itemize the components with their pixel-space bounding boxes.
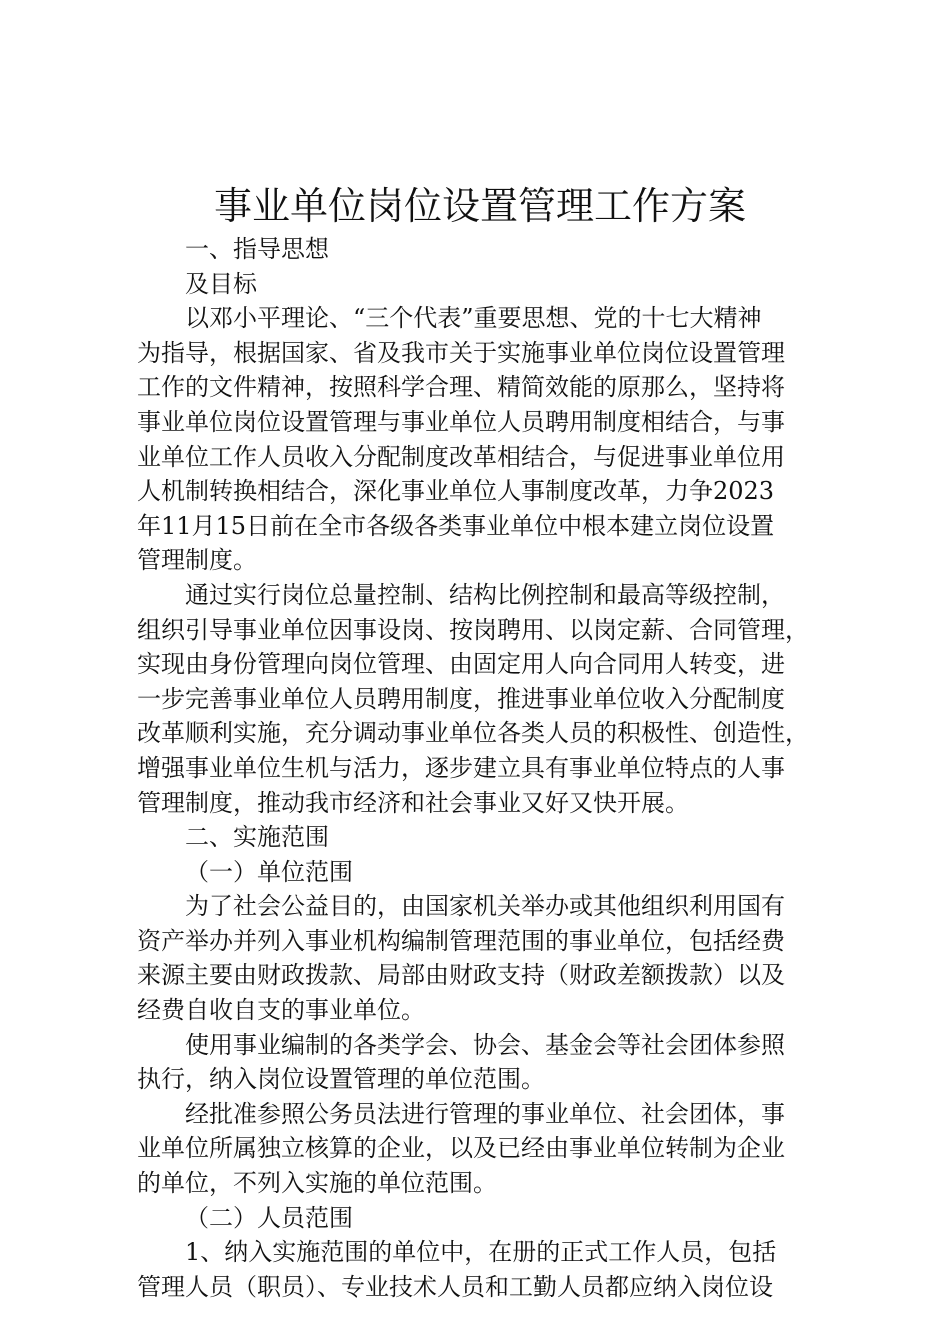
text-line: 组织引导事业单位因事设岗、按岗聘用、以岗定薪、合同管理， bbox=[137, 615, 809, 644]
text-line: 一、指导思想 bbox=[185, 235, 329, 263]
text-line: 业单位工作人员收入分配制度改革相结合，与促进事业单位用 bbox=[137, 442, 785, 471]
text-line: 1、纳入实施范围的单位中，在册的正式工作人员，包括 bbox=[185, 1238, 777, 1267]
text-line: 资产举办并列入事业机构编制管理范围的事业单位，包括经费 bbox=[137, 926, 785, 955]
text-line: 业单位所属独立核算的企业，以及已经由事业单位转制为企业 bbox=[137, 1134, 785, 1163]
text-line: 增强事业单位生机与活力，逐步建立具有事业单位特点的人事 bbox=[137, 753, 785, 782]
text-line: 管理制度，推动我市经济和社会事业又好又快开展。 bbox=[137, 788, 689, 817]
text-line: 人机制转换相结合，深化事业单位人事制度改革，力争2023 bbox=[137, 477, 775, 506]
document-body bbox=[137, 232, 827, 1304]
text-line: 实现由身份管理向岗位管理、由固定用人向合同用人转变，进 bbox=[137, 650, 785, 679]
text-line: 执行，纳入岗位设置管理的单位范围。 bbox=[137, 1065, 545, 1094]
text-line: 使用事业编制的各类学会、协会、基金会等社会团体参照 bbox=[185, 1030, 785, 1059]
text-line: 改革顺利实施，充分调动事业单位各类人员的积极性、创造性， bbox=[137, 719, 809, 748]
text-line: （一）单位范围 bbox=[185, 857, 353, 886]
text-line: 通过实行岗位总量控制、结构比例控制和最高等级控制， bbox=[185, 580, 785, 609]
text-line: 及目标 bbox=[185, 269, 257, 298]
text-line: 来源主要由财政拨款、局部由财政支持（财政差额拨款）以及 bbox=[137, 961, 785, 990]
text-line: 经费自收自支的事业单位。 bbox=[137, 996, 425, 1025]
text-line: 为指导，根据国家、省及我市关于实施事业单位岗位设置管理 bbox=[137, 338, 785, 367]
document-title: 事业单位岗位设置管理工作方案 bbox=[213, 184, 746, 228]
text-line: 一步完善事业单位人员聘用制度，推进事业单位收入分配制度 bbox=[137, 684, 785, 713]
text-line: 的单位，不列入实施的单位范围。 bbox=[137, 1169, 497, 1198]
text-line: 事业单位岗位设置管理与事业单位人员聘用制度相结合，与事 bbox=[137, 407, 785, 436]
text-line: 年11月15日前在全市各级各类事业单位中根本建立岗位设置 bbox=[137, 511, 775, 540]
text-line: 以邓小平理论、“三个代表”重要思想、党的十七大精神 bbox=[185, 304, 762, 333]
text-line: 二、实施范围 bbox=[185, 823, 329, 852]
text-line: 管理人员（职员）、专业技术人员和工勤人员都应纳入岗位设 bbox=[137, 1272, 773, 1301]
text-line: 管理制度。 bbox=[137, 546, 257, 575]
text-line: 经批准参照公务员法进行管理的事业单位、社会团体，事 bbox=[185, 1099, 785, 1128]
text-line: （二）人员范围 bbox=[185, 1203, 353, 1232]
text-line: 为了社会公益目的，由国家机关举办或其他组织利用国有 bbox=[185, 892, 785, 921]
text-line: 工作的文件精神，按照科学合理、精简效能的原那么，坚持将 bbox=[137, 373, 785, 402]
